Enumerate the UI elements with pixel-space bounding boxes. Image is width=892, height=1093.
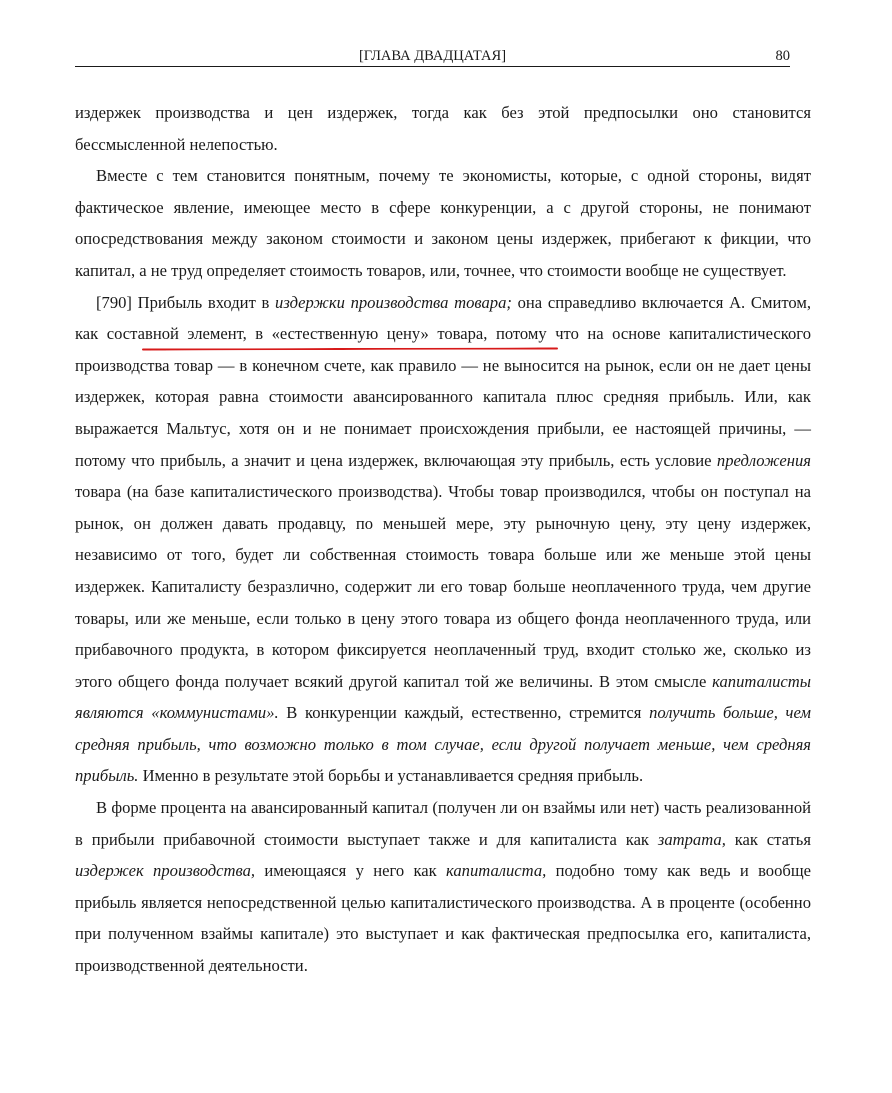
highlighted-text: Прибыль входит в: [137, 292, 276, 312]
paragraph-4-text-3: имеющаяся у него как: [255, 861, 447, 881]
page-body: [75, 97, 811, 982]
paragraph-4-italic-1: затрата,: [657, 829, 726, 849]
page-header: [75, 46, 790, 67]
paragraph-3-text-4: Именно в результате этой борьбы и устанавливается средняя прибыль.: [138, 766, 644, 786]
paragraph-1: издержек производства и цен издержек, тогда как без этой предпосылки оно становится бессмысленной нелепостью.: [75, 103, 811, 154]
paragraph-3-italic-1: предложения: [716, 450, 811, 470]
page-marker: [790]: [96, 292, 132, 312]
paragraph-3-italic-3: получить больше, чем средняя прибыль, что возможно только в том случае, если другой получает меньше, чем средняя прибыль.: [75, 703, 811, 786]
highlighted-italic-text: издержки производства товара;: [275, 292, 512, 312]
paragraph-4-text-1: В форме процента на авансированный капитал (получен ли он взаймы или нет) часть реализованной в прибыли прибавочной стоимости выступает также и для капиталиста как: [75, 798, 811, 849]
paragraph-4-italic-3: капиталиста,: [446, 861, 547, 881]
paragraph-4: [75, 792, 811, 982]
highlighted-phrase: [138, 293, 512, 312]
paragraph-4-italic-2: издержек производства,: [75, 861, 256, 881]
paragraph-3-italic-2: капиталисты являются «коммунистами».: [75, 671, 811, 723]
chapter-title: [ГЛАВА ДВАДЦАТАЯ]: [358, 48, 507, 64]
paragraph-2: Вместе с тем становится понятным, почему те экономисты, которые, с одной стороны, видят фактическое явление, имеющее место в сфере конкуренции, а с другой стороны, не понимают опосредствования между законом стоимости и законом цены издержек, прибегают к фикции, что капитал, а не труд определяет стоимость товаров, или, точнее, что стоимости вообще не существует.: [75, 166, 811, 280]
paragraph-3: [75, 287, 811, 793]
paragraph-3-text-1: она справедливо включается А. Смитом, как составной элемент, в «естественную цену» товара, потому что на основе капиталистического производства товар — в конечном счете, как правило — не выносится на рынок, если он не дает цены издержек, которая равна стоимости авансированного капитала плюс средняя прибыль. Или, как выражается Мальтус, хотя он и не понимает происхождения прибыли, ее настоящей причины, — потому что прибыль, а значит и цена издержек, включающая эту прибыль, есть условие: [75, 292, 811, 470]
paragraph-3-text-2: товара (на базе капиталистического производства). Чтобы товар производился, чтобы он поступал на рынок, он должен давать продавцу, по меньшей мере, эту рыночную цену, эту цену издержек, независимо от того, будет ли собственная стоимость товара больше или же меньше этой цены издержек. Капиталисту безразлично, содержит ли его товар больше неоплаченного труда, чем другие товары, или же меньше, если только в цену этого товара из общего фонда неоплаченного труда, или прибавочного продукта, в котором фиксируется неоплаченный труд, входит столько же, сколько из этого общего фонда получает всякий другой капитал той же величины. В этом смысле: [75, 482, 811, 691]
paragraph-3-text-3: В конкуренции каждый, естественно, стремится: [278, 703, 650, 723]
paragraph-4-text-4: подобно тому как ведь и вообще прибыль является непосредственной целью капиталистического производства. А в проценте (особенно при полученном взаймы капитале) это выступает и как фактическая предпосылка его, капиталиста, производственной деятельности.: [75, 861, 811, 976]
page-number: 80: [775, 48, 790, 64]
paragraph-4-text-2: как статья: [725, 829, 811, 849]
